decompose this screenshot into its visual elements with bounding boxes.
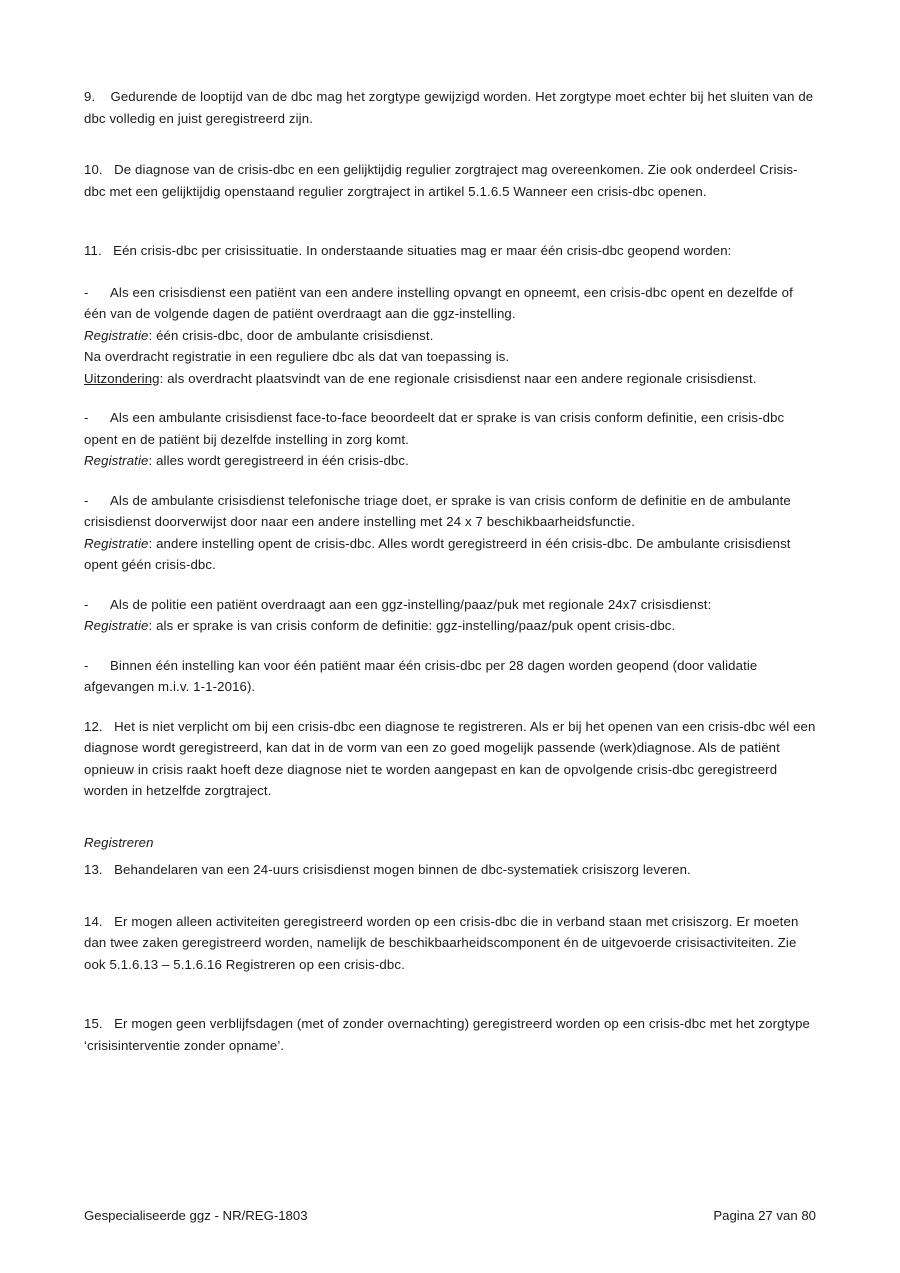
numbered-item-12-number: 12. [84,718,103,734]
numbered-item-15 [84,1013,816,1056]
bullet-item-1-text: Als een crisisdienst een patiënt van een andere instelling opvangt en opneemt, een crisis-dbc opent en dezelfde of één van de volgende dagen de patiënt overdraagt aan die ggz-instelling. [84,284,793,321]
bullet-marker: - [84,284,89,300]
bullet-item-4 [84,594,816,637]
registratie-label: Registratie [84,453,149,468]
registratie-label: Registratie [84,327,149,343]
bullet-item-2-line-2 [84,450,816,472]
spacer [84,901,816,911]
spacer [84,222,816,240]
numbered-item-11-text: Eén crisis-dbc per crisissituatie. In onderstaande situaties mag er maar één crisis-dbc geopend worden: [113,243,732,258]
registratie-label: Registratie [84,535,149,551]
spacer [84,637,816,655]
bullet-item-2-text: Als een ambulante crisisdienst face-to-face beoordeelt dat er sprake is van crisis conform definitie, een crisis-dbc opent en de patiënt bij dezelfde instelling in zorg komt. [84,410,785,447]
numbered-item-10-text: De diagnose van de crisis-dbc en een gelijktijdig regulier zorgtraject mag overeenkomen. Zie ook onderdeel Crisis-dbc met een gelijktijdig openstaand regulier zorgtraject in artikel 5.1.6.5 Wanneer een crisis-dbc openen. [84,162,798,199]
spacer [84,995,816,1013]
bullet-item-1 [84,282,816,390]
bullet-item-1-line-2 [84,325,816,347]
numbered-item-14-text: Er mogen alleen activiteiten geregistreerd worden op een crisis-dbc die in verband staan met crisiszorg. Er moeten dan twee zaken geregistreerd worden, namelijk de beschikbaarheidscomponent én de uitgevoerde crisisactiviteiten. Zie ook 5.1.6.13 – 5.1.6.16 Registreren op een crisis-dbc. [84,913,799,972]
spacer [84,149,816,159]
numbered-item-12 [84,716,816,802]
numbered-item-15-text: Er mogen geen verblijfsdagen (met of zonder overnachting) geregistreerd worden op een crisis-dbc met het zorgtype ‘crisisinterventie zonder opname’. [84,1016,811,1053]
bullet-item-5-line-1 [84,655,816,698]
numbered-item-9-text: Gedurende de looptijd van de dbc mag het zorgtype gewijzigd worden. Het zorgtype moet echter bij het sluiten van de dbc volledig en juist geregistreerd zijn. [84,89,814,126]
bullet-item-1-line-4 [84,368,816,390]
numbered-item-12-text: Het is niet verplicht om bij een crisis-dbc een diagnose te registreren. Als er bij het openen van een crisis-dbc wél een diagnose wordt geregistreerd, kan dat in de vorm van een zo goed mogelijk passende (werk)diagnose. Als de patiënt opnieuw in crisis raakt hoeft deze diagnose niet te worden aangepast en kan de opvolgende crisis-dbc geregistreerd worden in hetzelfde zorgtraject. [84,718,816,798]
bullet-item-2 [84,407,816,472]
document-body [84,86,816,1056]
uitzondering-label: Uitzondering [84,370,160,386]
numbered-item-13-number: 13. [84,862,103,877]
bullet-item-1-line-2-text: : één crisis-dbc, door de ambulante crisisdienst. [148,327,434,343]
bullet-item-4-line-2-text: : als er sprake is van crisis conform de definitie: ggz-instelling/paaz/puk opent crisis-dbc. [148,618,676,633]
spacer [84,389,816,407]
numbered-item-9-number: 9. [84,89,96,104]
bullet-item-4-line-1 [84,594,816,616]
page-footer [84,1207,816,1225]
bullet-marker: - [84,657,89,673]
footer-page-number: Pagina 27 van 80 [713,1208,816,1223]
bullet-item-2-line-1 [84,407,816,450]
bullet-item-3-text: Als de ambulante crisisdienst telefonische triage doet, er sprake is van crisis conform de definitie en de ambulante crisisdienst doorverwijst door naar een andere instelling met 24 x 7 beschikbaarheidsfunctie. [84,492,791,529]
bullet-item-5-text: Binnen één instelling kan voor één patiënt maar één crisis-dbc per 28 dagen worden geopend (door validatie afgevangen m.i.v. 1-1-2016). [84,657,758,694]
bullet-item-1-line-1 [84,282,816,325]
bullet-item-2-line-2-text: : alles wordt geregistreerd in één crisis-dbc. [148,453,409,468]
numbered-item-9 [84,86,816,129]
bullet-item-4-line-2 [84,615,816,637]
spacer [84,576,816,594]
numbered-item-11-number: 11. [84,243,102,258]
numbered-item-14-number: 14. [84,913,103,929]
bullet-item-3-line-2 [84,533,816,576]
bullet-marker: - [84,596,89,612]
numbered-item-13 [84,859,816,881]
numbered-item-10 [84,159,816,202]
spacer [84,698,816,716]
section-heading-registreren: Registreren [84,834,154,850]
numbered-item-13-text: Behandelaren van een 24-uurs crisisdienst mogen binnen de dbc-systematiek crisiszorg leveren. [114,862,691,877]
numbered-item-15-number: 15. [84,1016,103,1031]
bullet-item-1-line-3-text: Na overdracht registratie in een reguliere dbc als dat van toepassing is. [84,349,510,364]
numbered-item-10-number: 10. [84,162,103,177]
bullet-marker: - [84,492,89,508]
bullet-item-4-text: Als de politie een patiënt overdraagt aan een ggz-instelling/paaz/puk met regionale 24x7 crisisdienst: [110,596,712,612]
bullet-item-1-line-3 [84,346,816,368]
spacer [84,472,816,490]
spacer [84,822,816,832]
bullet-item-5 [84,655,816,698]
numbered-item-11 [84,240,816,262]
footer-document-reference: Gespecialiseerde ggz - NR/REG-1803 [84,1208,308,1223]
bullet-item-3 [84,490,816,576]
registratie-label: Registratie [84,618,149,633]
bullet-marker: - [84,410,89,425]
bullet-item-3-line-1 [84,490,816,533]
bullet-item-1-line-4-text: : als overdracht plaatsvindt van de ene regionale crisisdienst naar een andere regionale crisisdienst. [159,370,757,386]
bullet-item-3-line-2-text: : andere instelling opent de crisis-dbc. Alles wordt geregistreerd in één crisis-dbc. De ambulante crisisdienst opent géén crisis-dbc. [84,535,791,572]
numbered-item-14 [84,911,816,976]
